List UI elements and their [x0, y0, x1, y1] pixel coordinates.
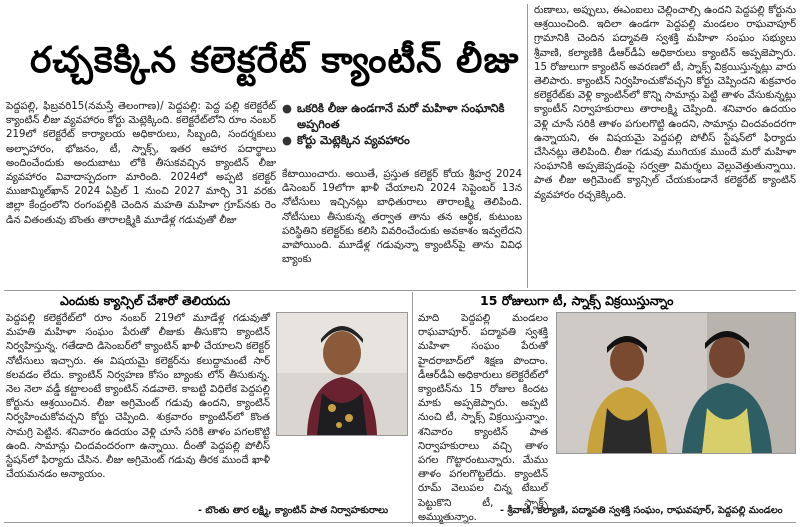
- caption-2: - శ్రీవాణి, కల్యాణి, పద్మావతి స్వశక్తి సంఘం, రాఘవపూర్, పెద్దపల్లి మండలం: [500, 505, 783, 516]
- subheading-snacks: 15 రోజులుగా టీ, స్నాక్స్ విక్రయిస్తున్నాం: [480, 293, 674, 308]
- quote-text-2: [418, 312, 548, 523]
- column-divider: [527, 4, 528, 288]
- article-column-2: [282, 168, 522, 280]
- bullet-icon: ●: [282, 133, 292, 147]
- bullet-item: [282, 100, 522, 132]
- quote-text-1: [6, 312, 270, 498]
- quote-body: మాది పెద్దపల్లి మండలం రాఘవాపూర్. పద్మావతి స్వశక్తి మహిళా సంఘం పేరుతో హైదరాబాద్‌లో శిక్షణ పొందాం. డీఆర్‌డీఏ అధికారులు కలెక్టరేట్‌లో క్యాంటిన్‌ను 15 రోజుల కిందట మాకు అప్పజెప్పారు. అప్పటి నుంచి టీ, స్నాక్స్ విక్రయిస్తున్నాం. శనివారం క్యాంటిన్ పాత నిర్వాహకురాలు వచ్చి తాళం పగల గొట్టారంటున్నారు. మేము తాళం పగలగొట్టలేదు. క్యాంటిన్ రూమ్ వెలుపల చిన్న టేబుల్ పెట్టుకొని టీ, స్నాక్స్ అమ్ముతున్నాం.: [418, 313, 548, 523]
- article-text: పెద్దపల్లి, ఫిబ్రవరి15(నమస్తే తెలంగాణ)/ పెద్దపల్లి: పెద్ద పల్లి కలెక్టరేట్ క్యాంటిన్ లీజు వ్యవహారం కోర్టు మెట్లెక్కింది. కలెక్టరేట్‌లోని రూం నంబర్ 219లో కలెక్టరేట్ కార్యాలయ అధికారులు, సిబ్బంది, సందర్శకులు అల్పాహారం, భోజనం, టీ, స్నాక్స్, ఇతర ఆహార పదార్థాలు అందించేందుకు అందుబాటు లోకి తీసుకవచ్చిన క్యాంటిన్ లీజు వ్యవహారం వివాదాస్పదంగా మారింది. 2024లో అప్పటి కలెక్టర్ ముజామ్మిల్‌ఖాన్ 2024 ఏప్రిల్ 1 నుంచి 2027 మార్చి 31 వరకు జిల్లా కేంద్రంలోని రంగంపల్లికి చెందిన మహతి మహిళా గ్రూప్‌నకు రెం డిన వితంతువు బొంతు తారాలక్ష్మికి మూడేళ్ల గడువుతో లీజు: [6, 101, 276, 226]
- bullet-text: కోర్టు మెట్లెక్కిన వ్యవహారం: [296, 133, 410, 147]
- article-column-3: [534, 4, 796, 284]
- photo-tara-lakshmi: [276, 312, 408, 436]
- article-text: రుణాలు, అప్పులు, ఈఎంఐలు చెల్లించాల్సి ఉందని పెద్దపల్లి కోర్టును ఆశ్రయించింది. ఇదిలా ఉండగా పెద్దపల్లి మండలం రాఘవాపూర్ గ్రామానికి చెందిన పద్మావతి స్వశక్తి మహిళా సంఘం సభ్యులు శ్రీవాణి, కల్యాణికి డీఆర్‌డీఏ అధికారులు క్యాంటిన్ అప్పజెప్పారు. 15 రోజులుగా క్యాంటిన్ అవరణలో టీ, స్నాక్స్ విక్రయిస్తున్నట్లు వారు తెలిపారు. క్యాంటిన్ నిర్వహించుకోవచ్చని కోర్టు చెప్పిందని శుక్రవారం కలెక్టరేట్‌కు వెళ్లి క్యాంటిన్‌లో కొన్ని సామాన్లు పెట్టి తాళం వేసుకున్నట్లు క్యాంటీన్ నిర్వాహకురాలు తారాలక్ష్మి చెప్పింది. శనివారం ఉదయం వెళ్లి చూసే సరికి తాళం పగులగొట్టి ఉందని, సామాన్లు చిందవందరగా ఉన్నాయని, ఈ విషయమై పెద్దపల్లి పోలీస్ స్టేషన్‌లో ఫిర్యాదు చేసినట్లు తెలిపింది. లీజు గడువు ముగియక ముందే మరో మహిళా సంఘానికి అప్పజెప్పడంపై సర్వత్రా విమర్శలు వెల్లువెత్తుతున్నాయి. పాత లీజు అగ్రిమెంట్ క్యాన్సిల్ చేయకుండానే కలెక్టరేట్ క్యాంటిన్ వ్యవహారం రచ్చకెక్కింది.: [534, 5, 796, 201]
- bullet-item: [282, 132, 522, 148]
- quote-body: పెద్దపల్లి కలెక్టరేట్‌లో రూం నంబర్ 219లో మూడేళ్ల గడువుతో మహతి మహిళా సంఘం పేరుతో లీజుకు తీసుకొని క్యాంటిన్ నిర్వహిస్తున్న. గతేడాది డిసెంబర్‌లో క్యాంటిన్ ఖాళీ చేయాలని కలెక్టర్ నోటీసులు ఇచ్చారు. ఈ విషయమై కలెక్టర్‌ను కలుద్దామంటే సార్ కలవడం లేదు. క్యాంటిన్ నిర్వహణ కోసం బ్యాంకు లోన్ తీసుకున్న. నెల నెలా వడ్డీ కట్టాలంటే క్యాంటిన్ నడవాలె. కాబట్టి విధిలేక పెద్దపల్లి కోర్టును ఆశ్రయించిన. లీజు అగ్రిమెంట్ గడువు ఉందని, క్యాంటిన్ నిర్వహించుకోవచ్చని కోర్టు చెప్పింది. శుక్రవారం క్యాంటిన్‌లో కొంత సామగ్రి పెట్టిన. శనివారం ఉదయం వెళ్లి చూసే సరికి తాళం పగలకొట్టి ఉంది. సామాన్లు చిందవందరంగా ఉన్నాయి. దీంతో పెద్దపల్లి పోలీస్ స్టేషన్‌లో ఫిర్యాదు చేసిన. లీజు అగ్రిమెంట్ గడువు తీరక ముందే ఖాళీ చేయమనడం అన్యాయం.: [6, 313, 270, 481]
- quote-text-2-tail: [418, 472, 794, 500]
- photo-srivani-kalyani: [556, 312, 796, 454]
- column-divider: [412, 292, 413, 524]
- article-text: కేటాయించారు. అయితే, ప్రస్తుత కలెక్టర్ కోయ శ్రీహర్ష 2024 డిసెంబర్ 19లోగా ఖాళీ చేయాలని 2024 సెప్టెంబర్ 13న నోటీసులు ఇచ్చినట్లు బాధితురాలు తారాలక్ష్మి తెలిపింది. నోటీసులు తీసుకున్న తర్వాత తాను తన ఆర్థిక, కుటుంబ పరిస్థితిని కలెక్టర్‌కు కలిసి వివరించేందుకు అవకాశం ఇవ్వలేదని వాపోయింది. మూడేళ్ల గడువున్నా క్యాంటిన్‌పై తాను వివిధ బ్యాంకు: [282, 169, 522, 266]
- bullet-icon: ●: [282, 101, 292, 115]
- article-column-1: [6, 100, 276, 278]
- section-divider: [4, 290, 796, 291]
- headline: రచ్చకెక్కిన కలెక్టరేట్ క్యాంటీన్ లీజు: [30, 40, 520, 81]
- subheading-cancel: ఎందుకు క్యాన్సిల్ చేశారో తెలియదు: [60, 293, 231, 308]
- caption-1: - బొంతు తార లక్ష్మి, క్యాంటిన్ పాత నిర్వాహకురాలు: [198, 505, 389, 516]
- highlight-bullets: [282, 100, 522, 148]
- bottom-rule: [4, 522, 796, 523]
- bullet-text: ఒకరికి లీజు ఉండగానే మరో మహిళా సంఘానికి అప్పగింత: [296, 101, 505, 131]
